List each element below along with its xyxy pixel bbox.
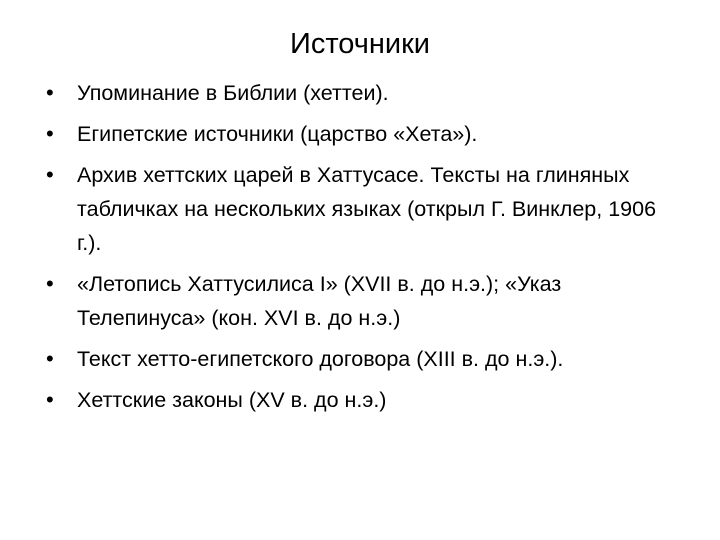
list-item-text: Архив хеттских царей в Хаттусасе. Тексты на глиняных табличках на нескольких языках (открыл Г. Винклер, 1906 г.). (77, 163, 657, 255)
list-item-text: Текст хетто-египетского договора (XIII в. до н.э.). (77, 347, 564, 371)
list-item (46, 158, 676, 260)
list-item (46, 342, 676, 376)
bullet-icon: • (46, 387, 54, 412)
bullet-list (46, 76, 676, 424)
bullet-icon: • (46, 121, 54, 146)
bullet-icon: • (46, 80, 54, 105)
bullet-icon: • (46, 346, 54, 371)
list-item-text: Египетские источники (царство «Хета»). (77, 122, 478, 146)
bullet-icon: • (46, 162, 54, 187)
list-item (46, 383, 676, 417)
list-item (46, 76, 676, 110)
list-item (46, 117, 676, 151)
slide-title: Источники (289, 28, 430, 60)
list-item (46, 267, 676, 335)
list-item-text: «Летопись Хаттусилиса I» (XVII в. до н.э.); «Указ Телепинуса» (кон. XVI в. до н.э.) (77, 272, 562, 330)
list-item-text: Хеттские законы (XV в. до н.э.) (77, 388, 387, 412)
bullet-icon: • (46, 271, 54, 296)
list-item-text: Упоминание в Библии (хеттеи). (77, 81, 389, 105)
